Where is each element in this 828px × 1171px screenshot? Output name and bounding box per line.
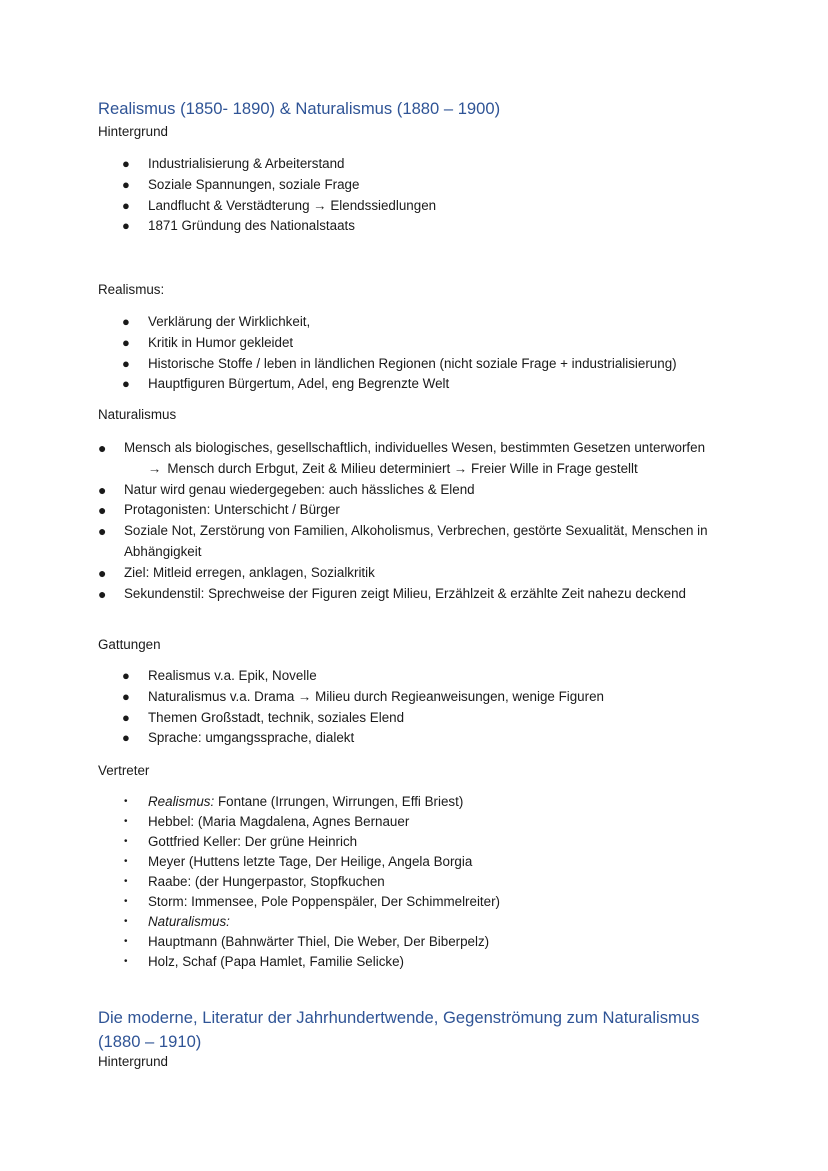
bullet-icon: ●	[122, 376, 130, 392]
list-item: ● Themen Großstadt, technik, soziales Elend	[98, 708, 604, 729]
list-item: ● Historische Stoffe / leben in ländlichen Regionen (nicht soziale Frage + industrialisierung)	[98, 354, 677, 375]
list-item: • Hebbel: (Maria Magdalena, Agnes Bernauer	[98, 812, 500, 832]
bullet-icon: ●	[122, 355, 130, 371]
bullet-icon: •	[124, 916, 128, 927]
list-item: ● Ziel: Mitleid erregen, anklagen, Sozialkritik	[98, 563, 724, 584]
bullet-icon: ●	[98, 502, 107, 519]
hintergrund-label: Hintergrund	[98, 124, 168, 139]
section2-hintergrund-label: Hintergrund	[98, 1054, 168, 1069]
gattungen-list	[98, 666, 604, 749]
bullet-icon: •	[124, 856, 128, 867]
bullet-icon: ●	[122, 156, 130, 171]
list-item: ● Industrialisierung & Arbeiterstand	[98, 154, 436, 175]
realismus-label: Realismus:	[98, 282, 165, 297]
bullet-icon: ●	[122, 314, 130, 329]
list-item: ● Sekundenstil: Sprechweise der Figuren zeigt Milieu, Erzählzeit & erzählte Zeit nahezu deckend	[98, 584, 724, 605]
bullet-icon: •	[124, 816, 128, 827]
bullet-icon: ●	[98, 440, 107, 456]
list-item: ● Soziale Spannungen, soziale Frage	[98, 175, 436, 196]
list-item: • Meyer (Huttens letzte Tage, Der Heilige, Angela Borgia	[98, 852, 500, 872]
list-item: ● Realismus v.a. Epik, Novelle	[98, 666, 604, 687]
list-item: ● Verklärung der Wirklichkeit,	[98, 312, 677, 333]
list-item: • Storm: Immensee, Pole Poppenspäler, Der Schimmelreiter)	[98, 892, 500, 912]
list-item: ● Soziale Not, Zerstörung von Familien, Alkoholismus, Verbrechen, gestörte Sexualität, Menschen in Abhängigkeit	[98, 523, 708, 559]
vertreter-label: Vertreter	[98, 763, 150, 778]
hintergrund-list	[98, 154, 436, 237]
list-item: ● 1871 Gründung des Nationalstaats	[98, 216, 436, 237]
bullet-icon: •	[124, 876, 128, 887]
bullet-icon: ●	[122, 668, 130, 683]
bullet-icon: ●	[122, 688, 130, 704]
bullet-icon: ●	[98, 564, 107, 581]
bullet-icon: ●	[122, 730, 130, 746]
bullet-icon: ●	[122, 197, 130, 213]
list-item: • Naturalismus:	[98, 912, 500, 932]
bullet-icon: ●	[98, 585, 107, 602]
section1-title: Realismus (1850- 1890) & Naturalismus (1880 – 1900)	[98, 99, 501, 118]
list-item: ● Protagonisten: Unterschicht / Bürger	[98, 500, 724, 521]
bullet-icon: •	[124, 796, 128, 807]
bullet-icon: •	[124, 936, 128, 947]
list-item: ● Landflucht & Verstädterung → Elendssiedlungen	[98, 196, 436, 217]
bullet-icon: ●	[98, 481, 107, 498]
list-item: • Realismus: Fontane (Irrungen, Wirrungen, Effi Briest)	[98, 792, 500, 812]
list-item: • Raabe: (der Hungerpastor, Stopfkuchen	[98, 872, 500, 892]
bullet-icon: •	[124, 896, 128, 907]
list-item: ● Hauptfiguren Bürgertum, Adel, eng Begrenzte Welt	[98, 374, 677, 395]
list-item: • Hauptmann (Bahnwärter Thiel, Die Weber, Der Biberpelz)	[98, 932, 500, 952]
bullet-icon: ●	[122, 334, 130, 350]
list-item: • Gottfried Keller: Der grüne Heinrich	[98, 832, 500, 852]
naturalismus-list	[98, 438, 724, 604]
section2-title: Die moderne, Literatur der Jahrhundertwende, Gegenströmung zum Naturalismus (1880 – 1910)	[98, 1008, 700, 1051]
list-item: ● Kritik in Humor gekleidet	[98, 333, 677, 354]
bullet-icon: ●	[122, 218, 130, 234]
list-subitem: → Mensch durch Erbgut, Zeit & Milieu determiniert → Freier Wille in Frage gestellt	[148, 460, 638, 476]
bullet-icon: •	[124, 956, 128, 967]
realismus-list	[98, 312, 677, 395]
naturalismus-label: Naturalismus	[98, 407, 177, 422]
list-item: ● Mensch als biologisches, gesellschaftlich, individuelles Wesen, bestimmten Gesetzen unterworfen	[98, 438, 724, 459]
bullet-icon: ●	[98, 523, 107, 540]
list-item: ● Sprache: umgangssprache, dialekt	[98, 728, 604, 749]
arrow-right-icon: →	[148, 460, 162, 476]
list-item: ● Natur wird genau wiedergegeben: auch hässliches & Elend	[98, 480, 724, 501]
bullet-icon: •	[124, 836, 128, 847]
list-item: ● Naturalismus v.a. Drama → Milieu durch Regieanweisungen, wenige Figuren	[98, 687, 604, 708]
list-item: • Holz, Schaf (Papa Hamlet, Familie Selicke)	[98, 952, 500, 972]
gattungen-label: Gattungen	[98, 637, 161, 652]
vertreter-list	[98, 792, 500, 972]
bullet-icon: ●	[122, 709, 130, 725]
bullet-icon: ●	[122, 176, 130, 192]
